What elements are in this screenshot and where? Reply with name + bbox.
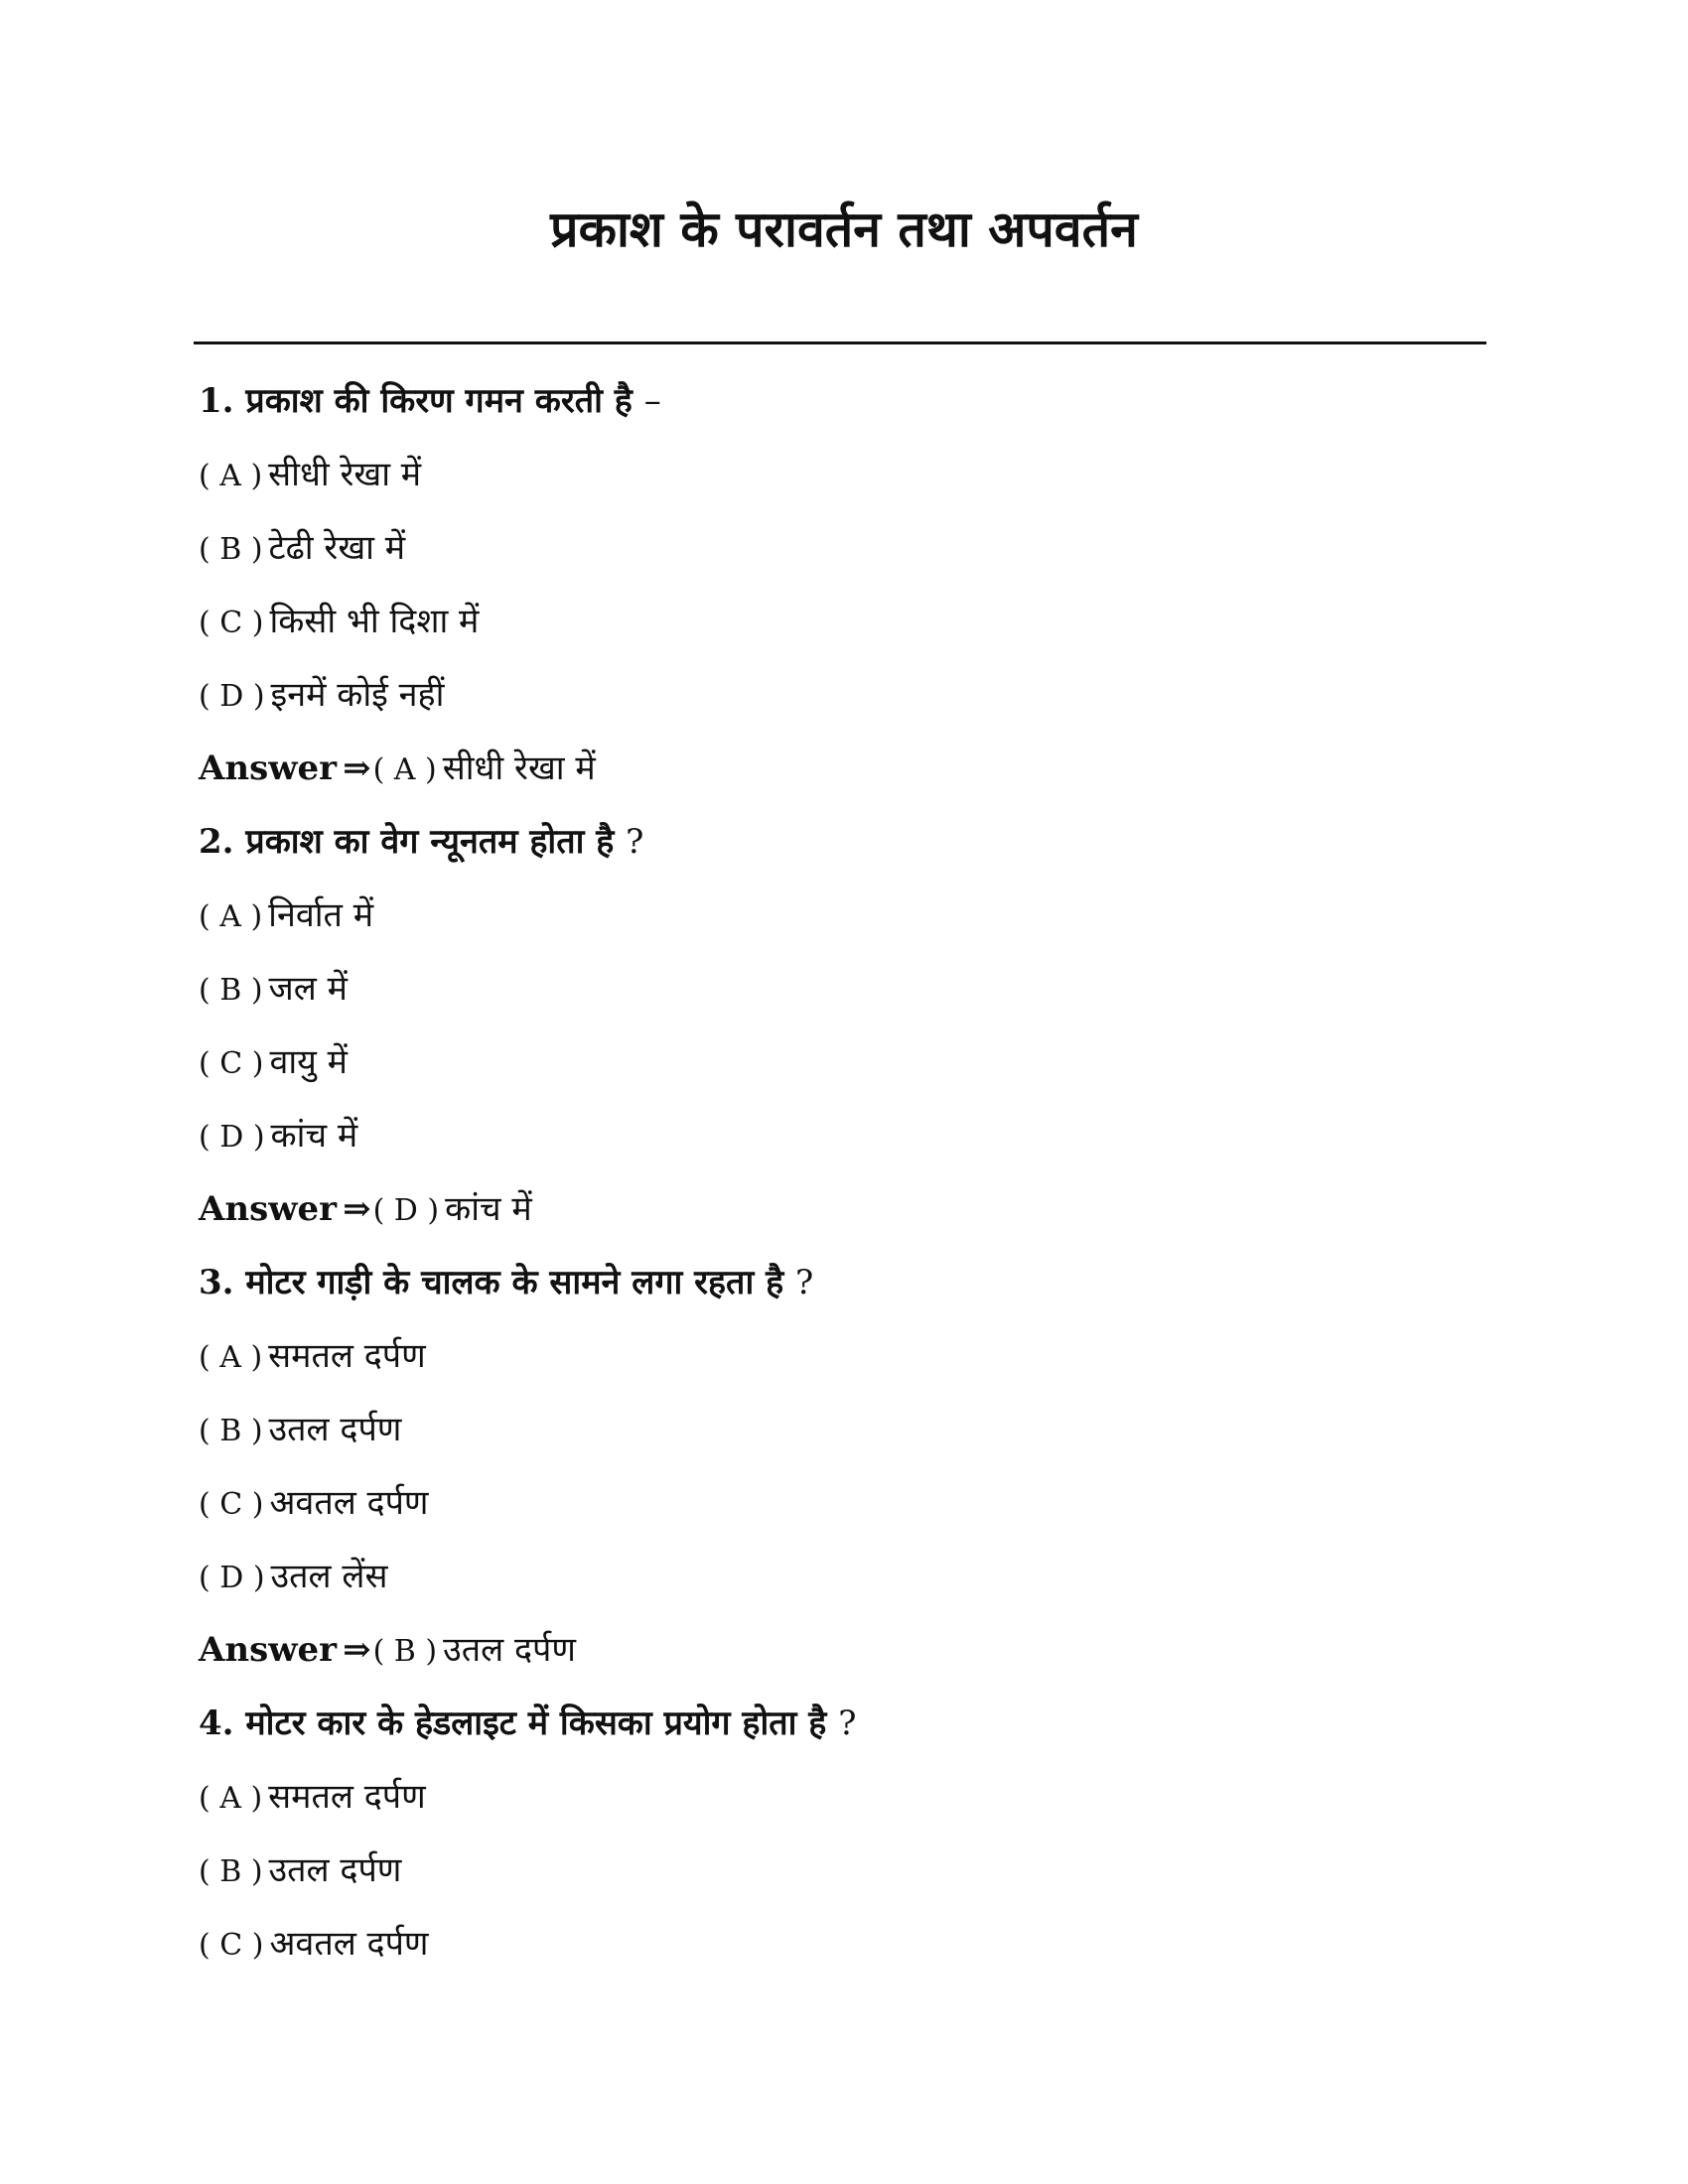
question-text: मोटर गाड़ी के चालक के सामने लगा रहता है — [245, 1263, 784, 1302]
answer-label: ( B ) — [372, 1634, 438, 1669]
option-item — [199, 1319, 1479, 1393]
option-text: कांच में — [270, 1116, 358, 1156]
option-text: समतल दर्पण — [268, 1777, 426, 1817]
answer-arrow-icon: ⇒ — [343, 1189, 371, 1229]
option-label: ( C ) — [199, 1487, 264, 1522]
option-text: उतल दर्पण — [268, 1410, 402, 1449]
question-suffix: ? — [838, 1704, 857, 1743]
option-label: ( B ) — [199, 532, 263, 567]
question-number: 3. — [199, 1263, 234, 1302]
option-item — [199, 952, 1479, 1025]
question-heading — [199, 1687, 1479, 1760]
option-label: ( D ) — [199, 679, 265, 714]
option-text: अवतल दर्पण — [269, 1483, 429, 1523]
option-text: सीधी रेखा में — [268, 455, 422, 494]
option-item — [199, 1907, 1479, 1980]
answer-prefix: Answer — [199, 1189, 338, 1229]
option-item — [199, 1466, 1479, 1540]
answer-arrow-icon: ⇒ — [343, 1630, 371, 1670]
option-label: ( B ) — [199, 1854, 263, 1889]
option-item — [199, 879, 1479, 952]
question-list — [199, 364, 1479, 1980]
page-title: प्रकाश के परावर्तन तथा अपवर्तन — [550, 200, 1138, 258]
answer-arrow-icon: ⇒ — [343, 749, 371, 788]
option-label: ( B ) — [199, 1414, 263, 1448]
option-item — [199, 1760, 1479, 1834]
option-item — [199, 438, 1479, 511]
option-label: ( C ) — [199, 1046, 264, 1081]
option-text: समतल दर्पण — [268, 1336, 426, 1376]
option-label: ( A ) — [199, 1781, 263, 1816]
answer-prefix: Answer — [199, 1630, 338, 1670]
question-heading — [199, 364, 1479, 438]
option-text: जल में — [268, 969, 348, 1009]
question-text: मोटर कार के हेडलाइट में किसका प्रयोग होता है — [245, 1704, 827, 1743]
option-item — [199, 658, 1479, 732]
option-item — [199, 1834, 1479, 1907]
option-text: इनमें कोई नहीं — [270, 675, 445, 715]
option-label: ( A ) — [199, 1340, 263, 1375]
option-label: ( B ) — [199, 973, 263, 1008]
answer-prefix: Answer — [199, 749, 338, 788]
option-item — [199, 1540, 1479, 1613]
option-text: अवतल दर्पण — [269, 1924, 429, 1964]
option-item — [199, 1393, 1479, 1466]
answer-line — [199, 1613, 1479, 1687]
option-text: टेढी रेखा में — [268, 528, 406, 568]
question-text: प्रकाश की किरण गमन करती है — [245, 381, 633, 421]
question-suffix: ? — [626, 822, 644, 862]
option-label: ( A ) — [199, 459, 263, 493]
answer-text: उतल दर्पण — [443, 1630, 576, 1670]
question-heading — [199, 1246, 1479, 1319]
option-item — [199, 1025, 1479, 1099]
answer-text: सीधी रेखा में — [442, 749, 596, 788]
option-text: वायु में — [269, 1042, 349, 1082]
title-divider — [194, 341, 1486, 344]
question-suffix: ? — [794, 1263, 814, 1302]
answer-text: कांच में — [445, 1189, 532, 1229]
question-number: 1. — [199, 381, 234, 421]
answer-line — [199, 1172, 1479, 1246]
option-label: ( D ) — [199, 1120, 265, 1155]
option-label: ( D ) — [199, 1561, 265, 1595]
option-label: ( C ) — [199, 606, 264, 640]
question-suffix: – — [643, 381, 661, 421]
option-label: ( C ) — [199, 1928, 264, 1963]
question-text: प्रकाश का वेग न्यूनतम होता है — [245, 822, 615, 862]
answer-line — [199, 732, 1479, 805]
answer-label: ( D ) — [372, 1193, 440, 1228]
option-text: निर्वात में — [268, 895, 374, 935]
option-text: किसी भी दिशा में — [269, 602, 480, 641]
option-item — [199, 585, 1479, 658]
option-text: उतल दर्पण — [268, 1850, 402, 1890]
question-heading — [199, 805, 1479, 879]
option-item — [199, 1099, 1479, 1172]
answer-label: ( A ) — [372, 752, 437, 787]
option-text: उतल लेंस — [270, 1557, 388, 1596]
question-number: 4. — [199, 1704, 234, 1743]
question-number: 2. — [199, 822, 234, 862]
option-label: ( A ) — [199, 899, 263, 934]
option-item — [199, 511, 1479, 585]
